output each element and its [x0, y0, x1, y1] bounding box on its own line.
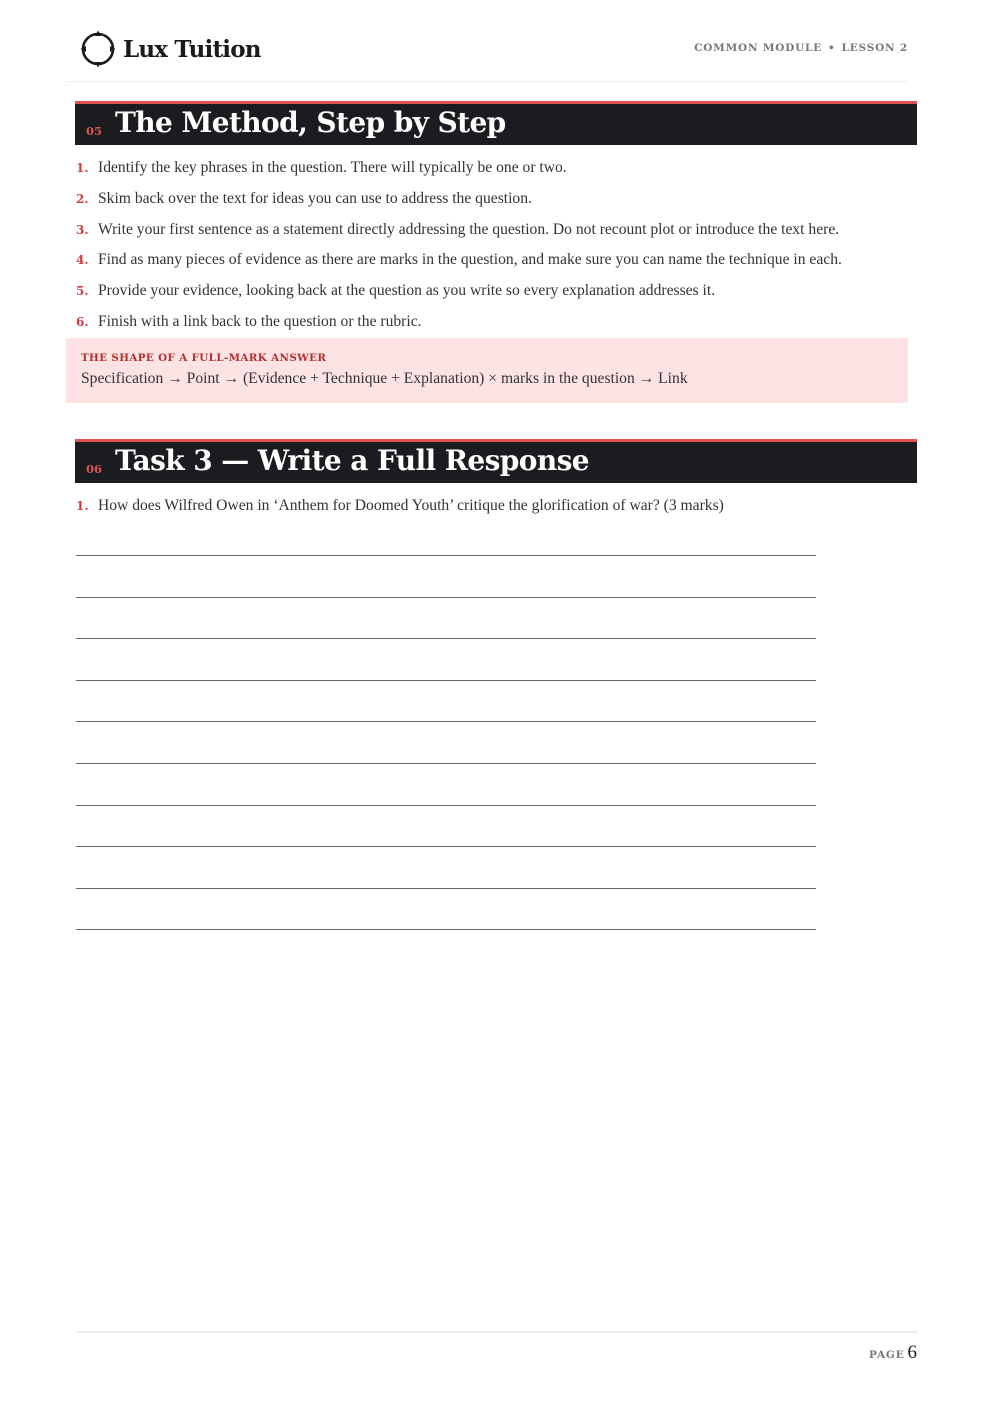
answer-line[interactable]	[76, 721, 816, 763]
page-label: PAGE	[869, 1349, 905, 1361]
answer-line[interactable]	[76, 929, 816, 971]
page-footer	[869, 1342, 917, 1364]
step-text: Provide your evidence, looking back at the question as you write so every explanation addresses it.	[98, 282, 716, 300]
step-number: 3.	[76, 222, 89, 237]
task-question	[76, 495, 724, 517]
answer-line[interactable]	[76, 597, 816, 639]
answer-line[interactable]	[76, 555, 816, 597]
list-item	[76, 280, 842, 311]
step-text: Finish with a link back to the question or the rubric.	[98, 312, 422, 330]
list-item	[76, 188, 842, 219]
full-mark-callout	[66, 338, 908, 403]
lesson-meta	[694, 42, 908, 54]
list-item	[76, 249, 842, 280]
step-text: Skim back over the text for ideas you can use to address the question.	[98, 189, 532, 207]
method-steps-list	[76, 157, 842, 342]
page-number: 6	[907, 1342, 917, 1363]
footer-divider	[76, 1331, 917, 1333]
step-text: Write your first sentence as a statement directly addressing the question. Do not recount plot or introduce the text here.	[98, 220, 840, 238]
answer-line[interactable]	[76, 638, 816, 680]
answer-line[interactable]	[76, 805, 816, 847]
answer-line[interactable]	[76, 680, 816, 722]
brand-name: Lux Tuition	[123, 35, 261, 63]
callout-label: THE SHAPE OF A FULL-MARK ANSWER	[81, 352, 327, 364]
step-number: 6.	[76, 314, 89, 329]
step-number: 5.	[76, 284, 89, 299]
section-title: Task 3 — Write a Full Response	[115, 444, 589, 477]
step-number: 1.	[76, 161, 89, 175]
section-number: 06	[86, 462, 103, 476]
lesson-label: LESSON 2	[841, 42, 908, 54]
section-number: 05	[86, 124, 103, 138]
question-text: How does Wilfred Owen in ‘Anthem for Doomed Youth’ critique the glorification of war? (3 marks)	[98, 497, 724, 514]
list-item	[76, 157, 842, 188]
page-header	[66, 26, 908, 82]
step-number: 4.	[76, 253, 89, 268]
compass-ring-icon	[80, 29, 116, 69]
step-text: Find as many pieces of evidence as there are marks in the question, and make sure you can name the technique in each.	[98, 251, 842, 269]
list-item	[76, 219, 842, 250]
step-number: 2.	[76, 191, 89, 206]
section-header-bar	[75, 439, 917, 483]
step-text: Identify the key phrases in the question. There will typically be one or two.	[98, 159, 567, 176]
answer-line[interactable]	[76, 846, 816, 888]
brand-logo	[80, 29, 261, 69]
answer-line[interactable]	[76, 763, 816, 805]
answer-line[interactable]	[76, 888, 816, 930]
callout-text: Specification → Point → (Evidence + Technique + Explanation) × marks in the question → Link	[81, 370, 688, 387]
section-title: The Method, Step by Step	[115, 106, 506, 139]
meta-separator: •	[828, 42, 836, 54]
question-number: 1.	[76, 499, 89, 513]
answer-lines[interactable]	[76, 555, 816, 971]
module-label: COMMON MODULE	[694, 42, 823, 54]
section-header-bar	[75, 101, 917, 145]
